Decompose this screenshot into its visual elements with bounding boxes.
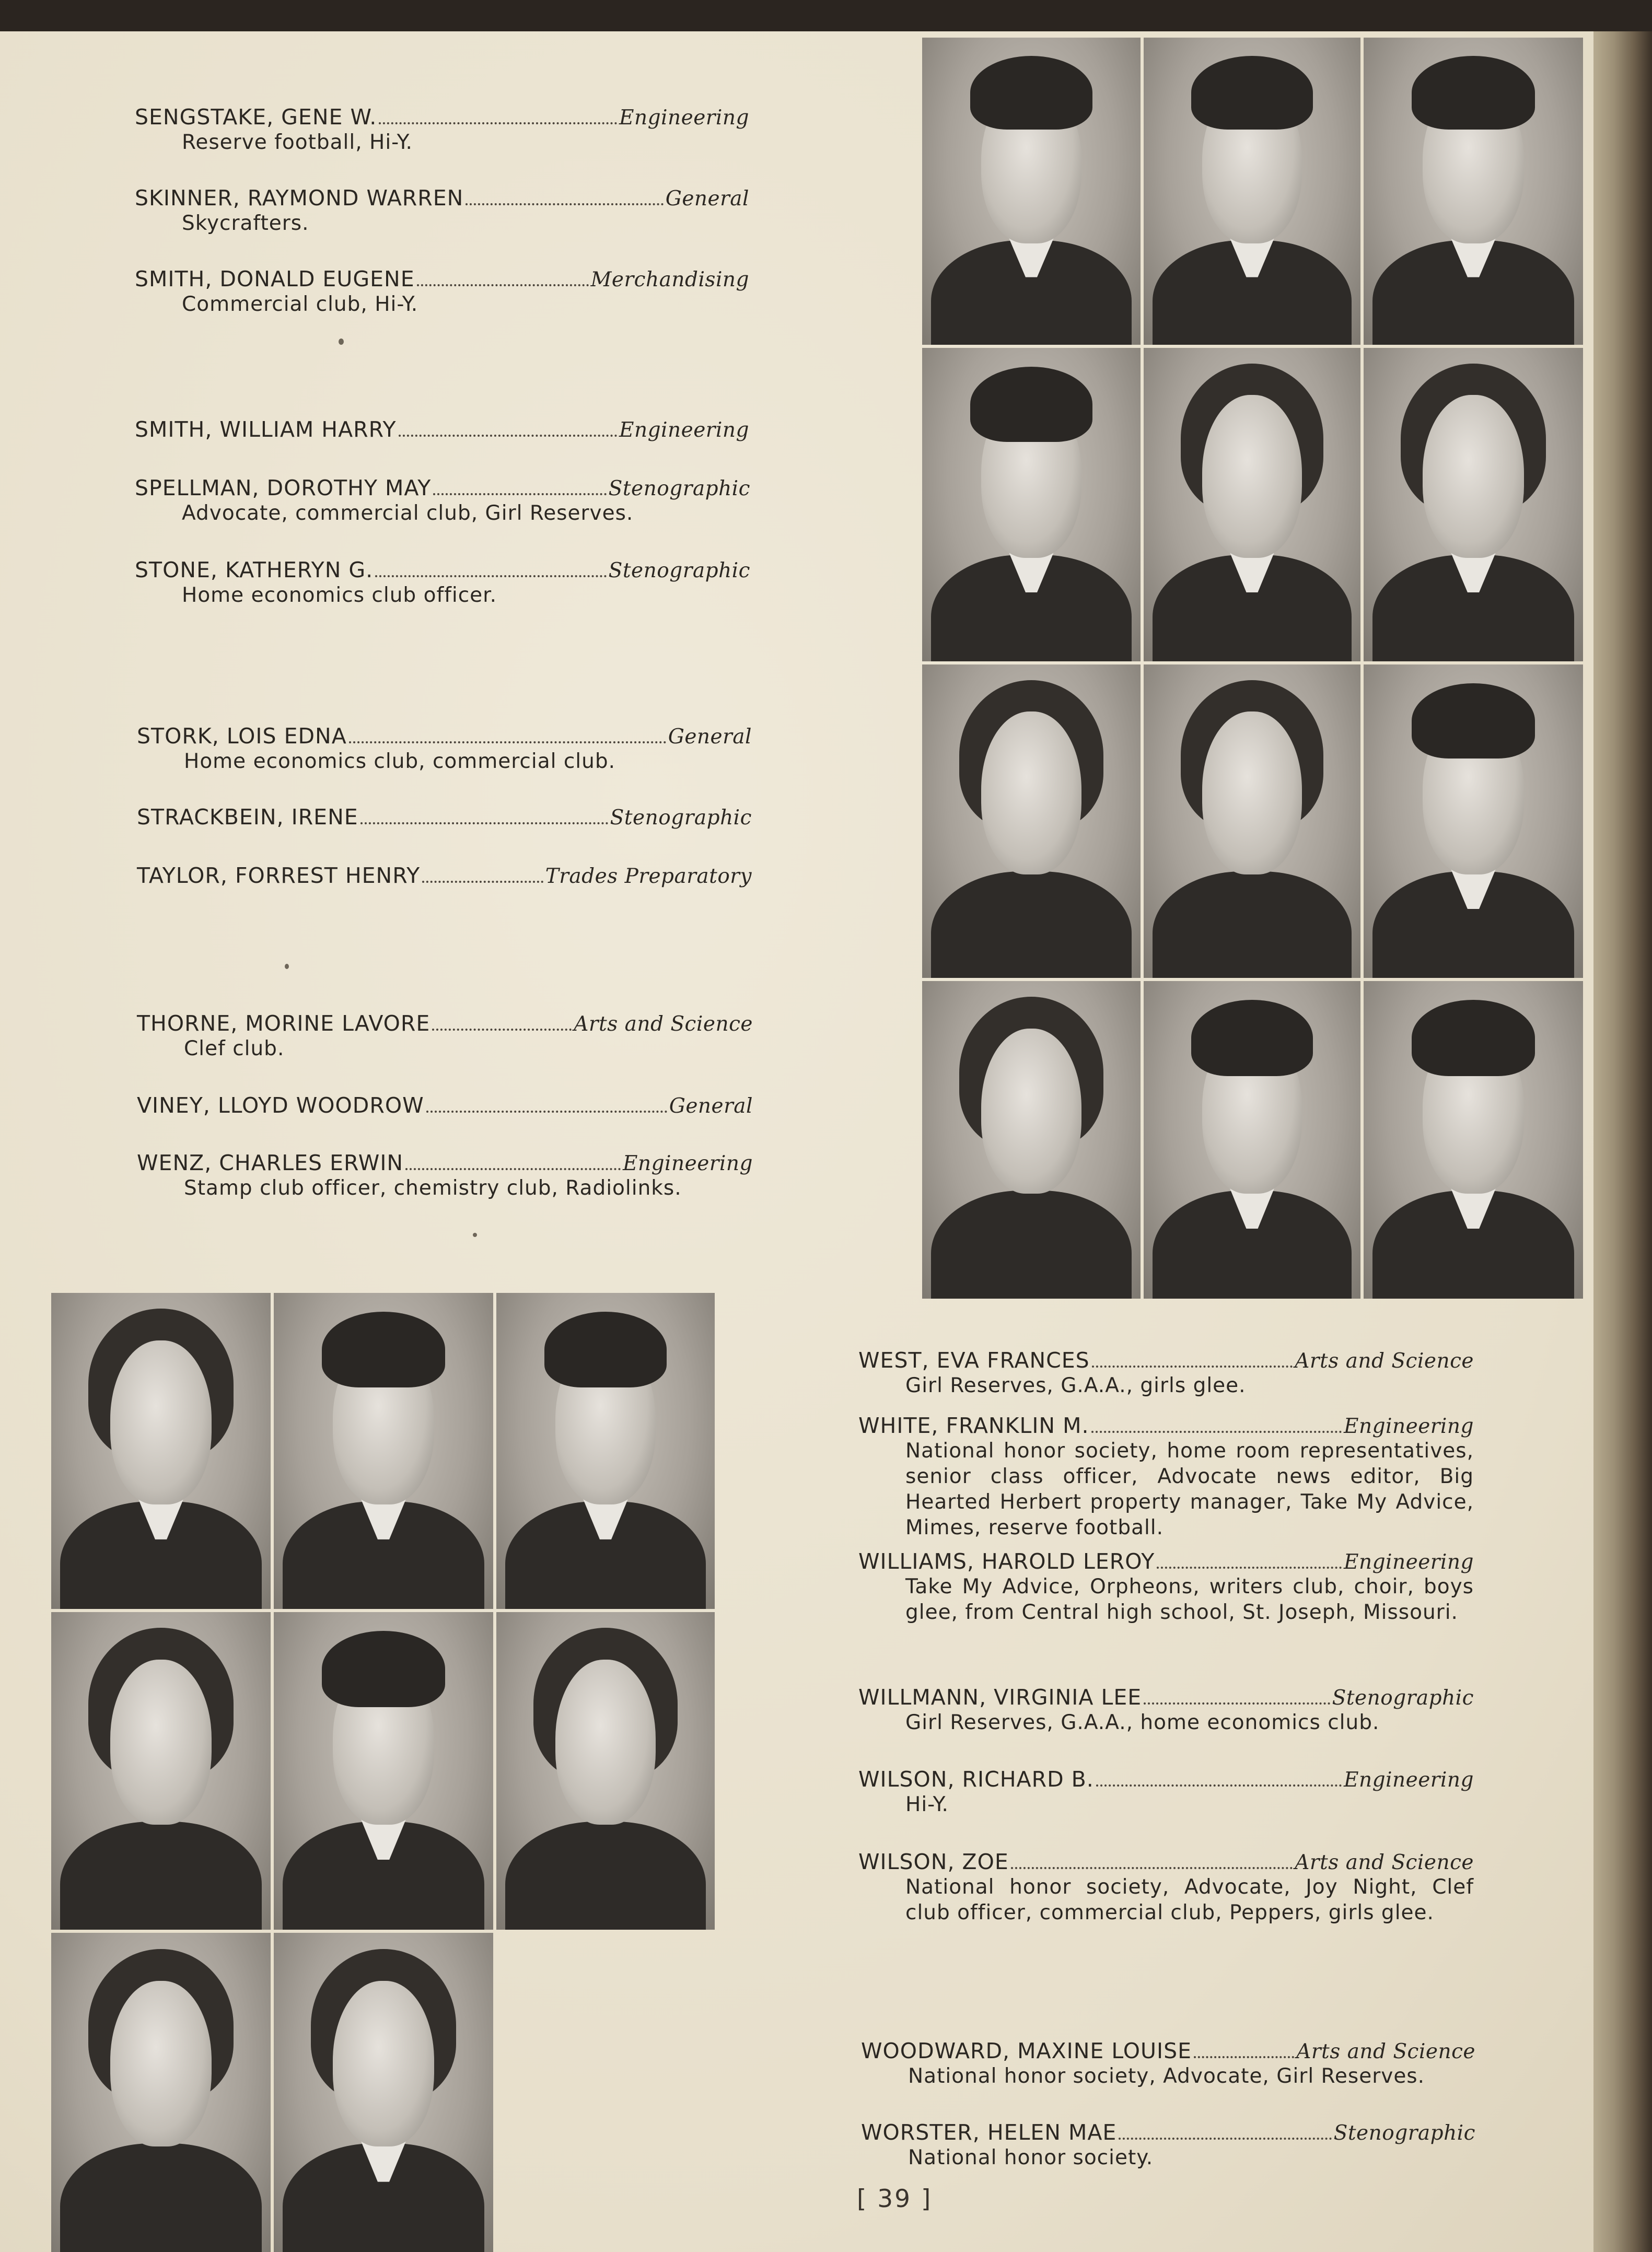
senior-portrait	[922, 981, 1141, 1299]
student-name: SKINNER, RAYMOND WARREN	[135, 185, 464, 211]
student-name: WILSON, RICHARD B.	[858, 1767, 1094, 1792]
student-name: VINEY, LLOYD WOODROW	[137, 1093, 424, 1118]
paper-speck	[473, 1233, 477, 1237]
senior-entry	[137, 863, 752, 888]
course-of-study: General	[668, 725, 752, 749]
student-activities: Girl Reserves, G.A.A., girls glee.	[905, 1374, 1246, 1397]
student-name: WOODWARD, MAXINE LOUISE	[861, 2038, 1192, 2063]
student-name: SENGSTAKE, GENE W.	[135, 104, 377, 130]
course-of-study: Stenographic	[1333, 2121, 1475, 2145]
student-activities: National honor society, Advocate, Joy Night, Clef club officer, commercial club, Peppers, girls glee.	[905, 1875, 1474, 1924]
senior-entry	[137, 804, 752, 830]
course-of-study: Stenographic	[610, 806, 752, 830]
student-activities: Hi-Y.	[905, 1793, 949, 1816]
student-activities: Clef club.	[184, 1037, 285, 1060]
senior-portrait	[1364, 981, 1583, 1299]
paper-speck	[285, 964, 289, 969]
senior-entry	[135, 185, 749, 236]
senior-entry	[137, 724, 752, 774]
paper-speck	[339, 339, 344, 345]
student-name: WHITE, FRANKLIN M.	[858, 1413, 1089, 1438]
senior-portrait	[274, 1293, 493, 1609]
student-name: WILLIAMS, HAROLD LEROY	[858, 1549, 1155, 1574]
course-of-study: Trades Preparatory	[545, 865, 752, 888]
senior-entry	[858, 1767, 1474, 1817]
senior-portrait	[1364, 348, 1583, 661]
course-of-study: General	[665, 187, 749, 211]
course-of-study: Engineering	[1343, 1768, 1474, 1792]
senior-entry	[137, 1150, 753, 1201]
senior-entry	[858, 1685, 1474, 1735]
senior-entry	[135, 557, 750, 608]
student-activities: Skycrafters.	[182, 212, 309, 235]
senior-entry	[858, 1348, 1474, 1398]
senior-entry	[858, 1549, 1474, 1625]
student-activities: Advocate, commercial club, Girl Reserves.	[182, 501, 634, 525]
course-of-study: Stenographic	[608, 477, 750, 500]
student-name: WENZ, CHARLES ERWIN	[137, 1150, 404, 1175]
student-activities: Home economics club officer.	[182, 584, 497, 607]
student-name: WORSTER, HELEN MAE	[861, 2120, 1117, 2145]
senior-portrait	[922, 664, 1141, 978]
student-name: TAYLOR, FORREST HENRY	[137, 863, 421, 888]
student-activities: Commercial club, Hi-Y.	[182, 293, 418, 316]
student-name: SMITH, DONALD EUGENE	[135, 266, 415, 291]
course-of-study: Arts and Science	[1295, 1349, 1474, 1373]
student-activities: Girl Reserves, G.A.A., home economics club.	[905, 1711, 1380, 1734]
senior-entry	[135, 266, 749, 317]
senior-portrait	[1364, 664, 1583, 978]
page-number: [ 39 ]	[857, 2185, 933, 2213]
senior-portrait	[1144, 664, 1360, 978]
student-name: WEST, EVA FRANCES	[858, 1348, 1090, 1373]
senior-portrait	[922, 38, 1141, 345]
senior-entry	[137, 1011, 753, 1061]
course-of-study: Stenographic	[1332, 1686, 1474, 1710]
senior-entry	[135, 104, 749, 155]
student-name: STRACKBEIN, IRENE	[137, 804, 358, 830]
course-of-study: Engineering	[1343, 1415, 1474, 1438]
senior-entry	[861, 2038, 1475, 2089]
senior-entry	[858, 1849, 1474, 1926]
course-of-study: Engineering	[619, 106, 749, 130]
course-of-study: Engineering	[1343, 1550, 1474, 1574]
book-binding-edge	[1593, 31, 1652, 2252]
senior-portrait	[51, 1612, 271, 1930]
student-name: SMITH, WILLIAM HARRY	[135, 417, 397, 442]
senior-portrait	[1364, 38, 1583, 345]
student-name: STORK, LOIS EDNA	[137, 724, 347, 749]
student-activities: Home economics club, commercial club.	[184, 750, 615, 773]
course-of-study: General	[669, 1094, 753, 1118]
student-activities: National honor society, home room representatives, senior class officer, Advocate news editor, Big Hearted Herbert property manager, Take My Advice, Mimes, reserve football.	[905, 1439, 1474, 1539]
senior-portrait	[496, 1293, 715, 1609]
student-name: THORNE, MORINE LAVORE	[137, 1011, 431, 1036]
senior-portrait	[922, 348, 1141, 661]
course-of-study: Merchandising	[590, 268, 749, 291]
student-activities: National honor society.	[908, 2146, 1154, 2169]
course-of-study: Arts and Science	[574, 1012, 753, 1036]
student-activities: Reserve football, Hi-Y.	[182, 131, 413, 154]
senior-entry	[137, 1093, 753, 1118]
course-of-study: Engineering	[622, 1152, 753, 1175]
senior-portrait	[274, 1612, 493, 1930]
senior-portrait	[496, 1612, 715, 1930]
senior-entry	[861, 2120, 1475, 2171]
student-name: WILSON, ZOE	[858, 1849, 1009, 1874]
senior-portrait	[51, 1933, 271, 2252]
senior-portrait	[274, 1933, 493, 2252]
senior-portrait	[1144, 38, 1360, 345]
senior-portrait	[51, 1293, 271, 1609]
course-of-study: Arts and Science	[1295, 1851, 1474, 1874]
senior-portrait	[1144, 348, 1360, 661]
student-name: STONE, KATHERYN G.	[135, 557, 374, 582]
course-of-study: Arts and Science	[1296, 2040, 1475, 2063]
course-of-study: Stenographic	[608, 559, 750, 582]
student-activities: Take My Advice, Orpheons, writers club, choir, boys glee, from Central high school, St. Joseph, Missouri.	[905, 1575, 1474, 1624]
senior-entry	[858, 1413, 1474, 1541]
senior-entry	[135, 475, 750, 526]
senior-portrait	[1144, 981, 1360, 1299]
student-name: SPELLMAN, DOROTHY MAY	[135, 475, 432, 500]
student-activities: Stamp club officer, chemistry club, Radiolinks.	[184, 1176, 682, 1200]
student-name: WILLMANN, VIRGINIA LEE	[858, 1685, 1142, 1710]
senior-entry	[135, 417, 749, 442]
student-activities: National honor society, Advocate, Girl Reserves.	[908, 2064, 1425, 2088]
course-of-study: Engineering	[619, 418, 749, 442]
